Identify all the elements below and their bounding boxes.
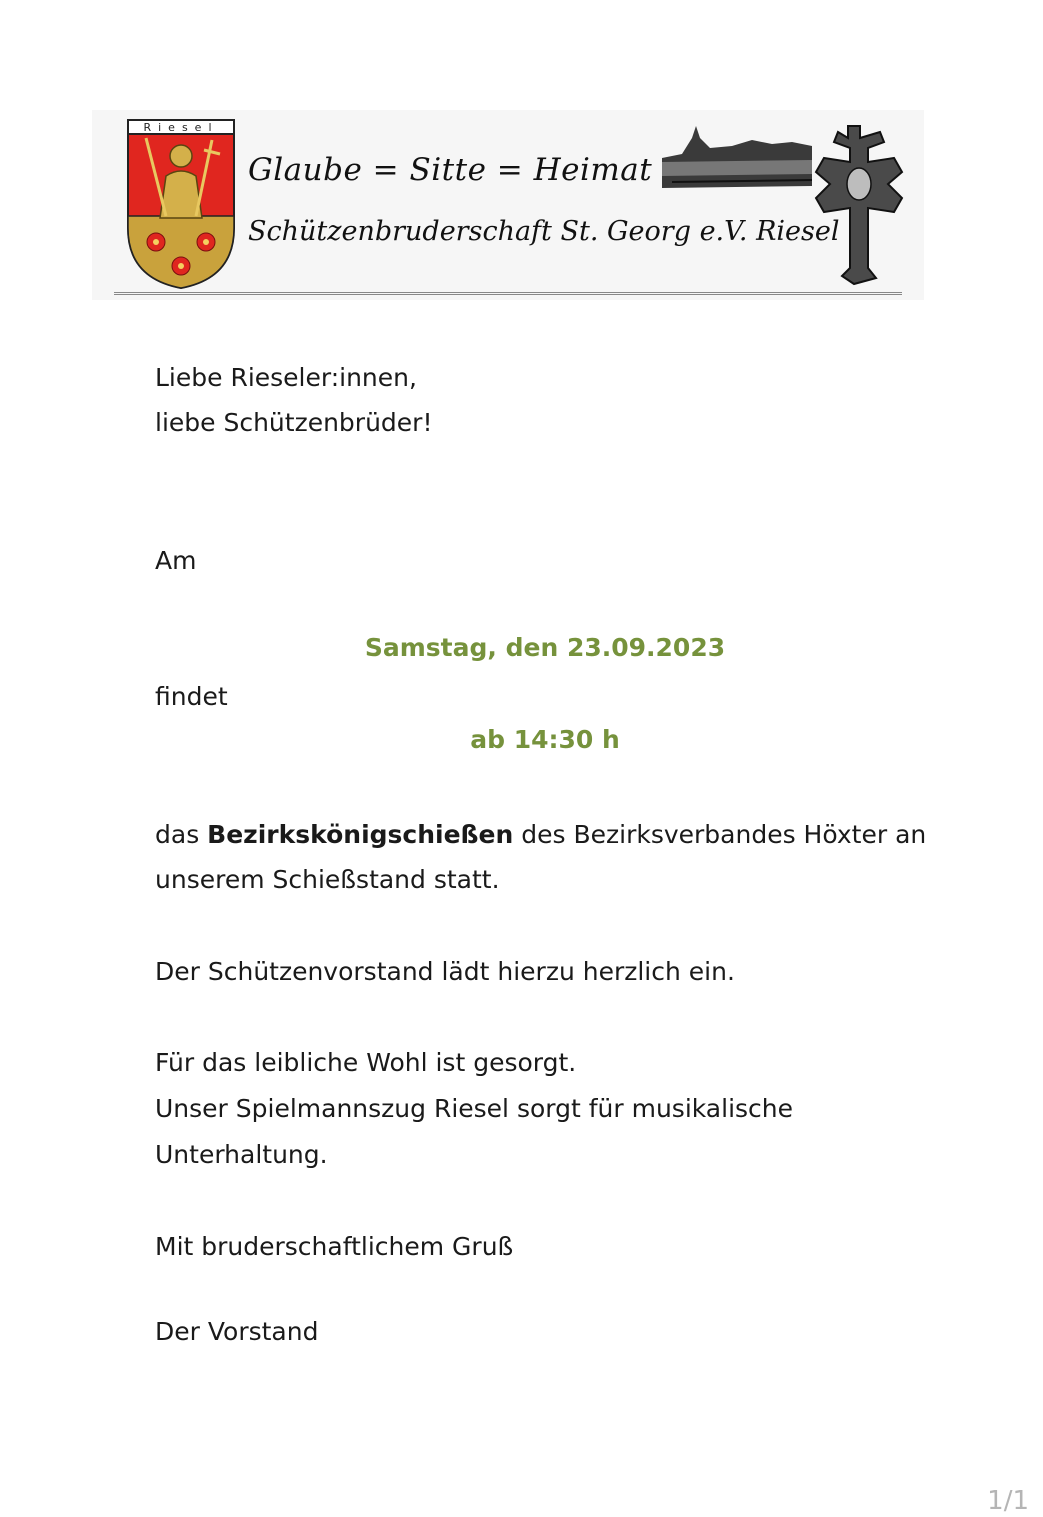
event-post: des Bezirksverbandes Höxter an (513, 820, 927, 849)
music-line-1: Unser Spielmannszug Riesel sorgt für musikalische (155, 1094, 794, 1123)
header-divider (114, 292, 902, 295)
greeting-line-1: Liebe Rieseler:innen, (155, 363, 417, 392)
event-date: Samstag, den 23.09.2023 (364, 633, 726, 662)
coat-of-arms-logo (126, 118, 236, 290)
event-line-1 (155, 812, 926, 858)
intro-findet: findet (155, 682, 228, 711)
intro-am: Am (155, 546, 197, 575)
village-and-cross-illustration (662, 118, 912, 290)
greeting-line-2: liebe Schützenbrüder! (155, 408, 433, 437)
club-name: Schützenbruderschaft St. Georg e.V. Riesel (248, 216, 840, 247)
invitation: Der Schützenvorstand lädt hierzu herzlich ein. (155, 957, 735, 986)
crest-label: Riesel (143, 121, 219, 134)
page-indicator: 1/1 (987, 1486, 1029, 1516)
closing: Mit bruderschaftlichem Gruß (155, 1232, 514, 1261)
food-note: Für das leibliche Wohl ist gesorgt. (155, 1048, 577, 1077)
motto: Glaube = Sitte = Heimat (248, 152, 653, 188)
music-line-2: Unterhaltung. (155, 1140, 328, 1169)
event-name: Bezirkskönigschießen (207, 820, 514, 849)
signature: Der Vorstand (155, 1317, 319, 1346)
letterhead (92, 110, 924, 300)
event-time: ab 14:30 h (470, 725, 620, 754)
event-pre: das (155, 820, 208, 849)
event-line-2: unserem Schießstand statt. (155, 865, 500, 894)
